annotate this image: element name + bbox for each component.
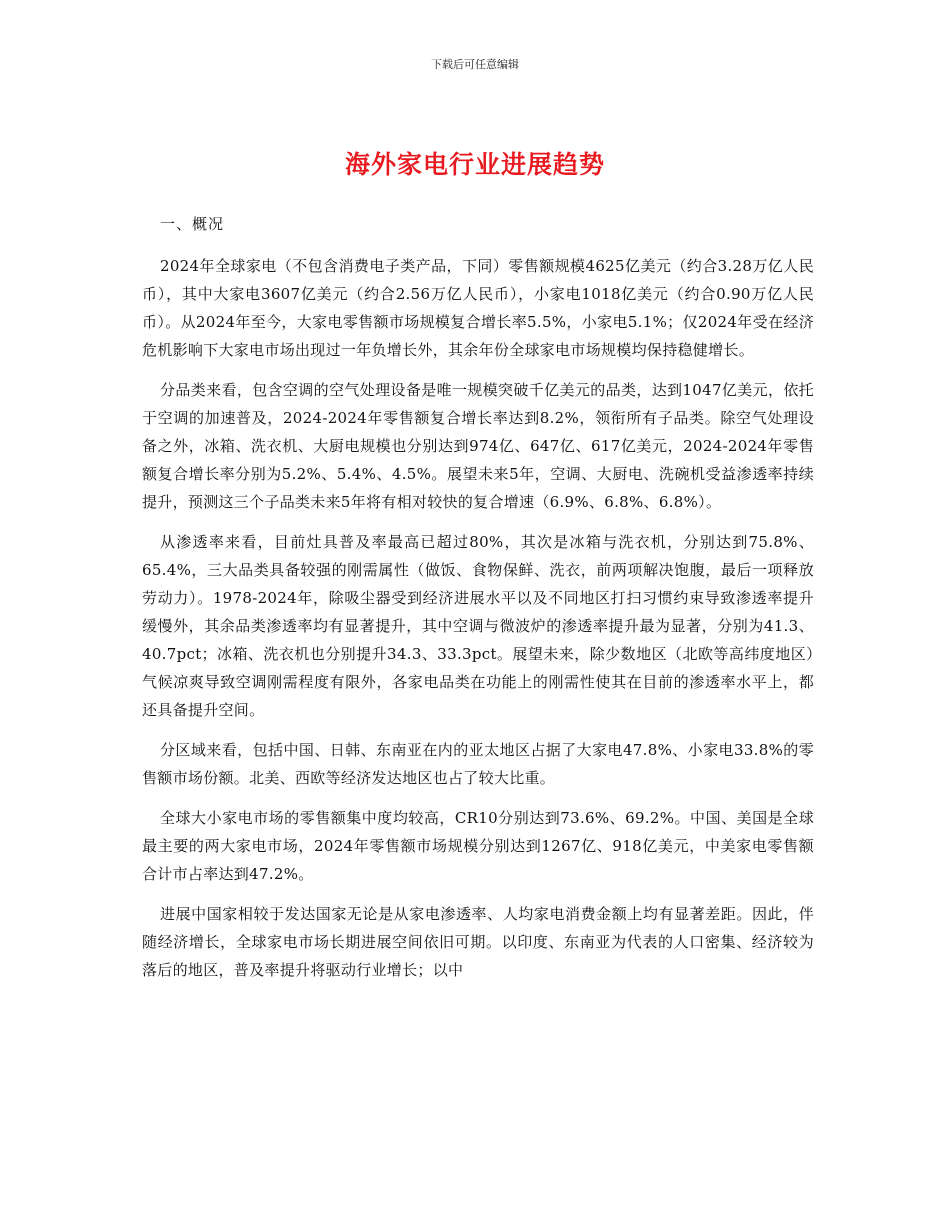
paragraph-regions: 分区域来看，包括中国、日韩、东南亚在内的亚太地区占据了大家电47.8%、小家电33.8%的零售额市场份额。北美、西欧等经济发达地区也占了较大比重。 (142, 741, 814, 787)
paragraph-penetration: 从渗透率来看，目前灶具普及率最高已超过80%，其次是冰箱与洗衣机，分别达到75.8%、65.4%，三大品类具备较强的刚需属性（做饭、食物保鲜、洗衣，前两项解决饱腹，最后一项释放劳动力）。1978-2024年，除吸尘器受到经济进展水平以及不同地区打扫习惯约束导致渗透率提升缓慢外，其余品类渗透率均有显著提升，其中空调与微波炉的渗透率提升最为显著，分别为41.3、40.7pct；冰箱、洗衣机也分别提升34.3、33.3pct。展望未来，除少数地区（北欧等高纬度地区）气候凉爽导致空调刚需程度有限外，各家电品类在功能上的刚需性使其在目前的渗透率水平上，都还具备提升空间。 (142, 533, 814, 719)
paragraph-market-size: 2024年全球家电（不包含消费电子类产品，下同）零售额规模4625亿美元（约合3.28万亿人民币），其中大家电3607亿美元（约合2.56万亿人民币），小家电1018亿美元（约合0.90万亿人民币）。从2024年至今，大家电零售额市场规模复合增长率5.5%，小家电5.1%；仅2024年受在经济危机影响下大家电市场出现过一年负增长外，其余年份全球家电市场规模均保持稳健增长。 (142, 257, 814, 359)
paragraph-developing-countries: 进展中国家相较于发达国家无论是从家电渗透率、人均家电消费金额上均有显著差距。因此，伴随经济增长，全球家电市场长期进展空间依旧可期。以印度、东南亚为代表的人口密集、经济较为落后的地区，普及率提升将驱动行业增长；以中 (142, 905, 814, 979)
paragraph-concentration: 全球大小家电市场的零售额集中度均较高，CR10分别达到73.6%、69.2%。中国、美国是全球最主要的两大家电市场，2024年零售额市场规模分别达到1267亿、918亿美元，中美家电零售额合计市占率达到47.2%。 (142, 809, 814, 883)
document-title: 海外家电行业进展趋势 (344, 150, 605, 179)
page-header-note: 下载后可任意编辑 (431, 58, 519, 71)
paragraph-categories: 分品类来看，包含空调的空气处理设备是唯一规模突破千亿美元的品类，达到1047亿美元，依托于空调的加速普及，2024-2024年零售额复合增长率达到8.2%，领衔所有子品类。除空气处理设备之外，冰箱、洗衣机、大厨电规模也分别达到974亿、647亿、617亿美元，2024-2024年零售额复合增长率分别为5.2%、5.4%、4.5%。展望未来5年，空调、大厨电、洗碗机受益渗透率持续提升，预测这三个子品类未来5年将有相对较快的复合增速（6.9%、6.8%、6.8%）。 (142, 381, 814, 511)
document-body (142, 210, 814, 996)
section-heading: 一、概况 (160, 215, 225, 233)
